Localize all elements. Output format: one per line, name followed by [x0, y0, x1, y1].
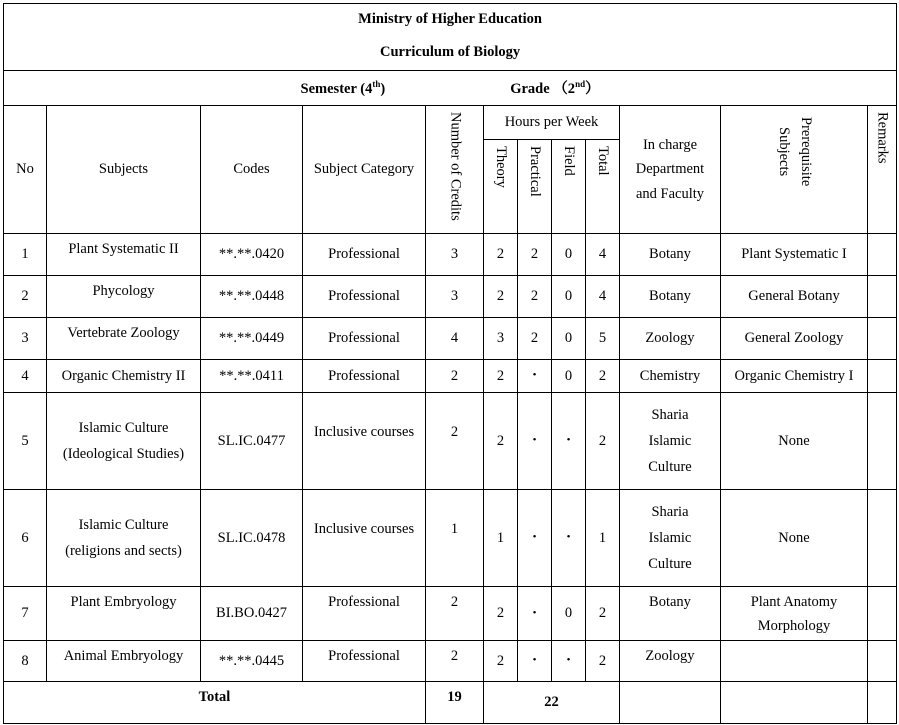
cell-practical: •: [518, 587, 552, 641]
col-header-codes: Codes: [201, 106, 303, 234]
col-header-total: Total: [586, 140, 620, 234]
cell-field: •: [552, 393, 586, 490]
cell-remarks: [868, 360, 897, 393]
cell-code: SL.IC.0478: [201, 490, 303, 587]
cell-category: Professional: [303, 234, 426, 276]
col-header-no: No: [4, 106, 47, 234]
table-row: [4, 490, 897, 587]
cell-prereq: None: [721, 393, 868, 490]
cell-prereq: Organic Chemistry I: [721, 360, 868, 393]
cell-remarks: [868, 393, 897, 490]
table-row: [4, 318, 897, 360]
cell-theory: 2: [484, 276, 518, 318]
col-header-theory: Theory: [484, 140, 518, 234]
total-credits: 19: [426, 682, 484, 724]
cell-code: **.**.0445: [201, 641, 303, 682]
col-header-hours: Hours per Week: [484, 106, 620, 140]
curriculum-table: [3, 3, 897, 724]
cell-field: •: [552, 641, 586, 682]
cell-practical: 2: [518, 318, 552, 360]
cell-department: Zoology: [620, 318, 721, 360]
cell-no: 2: [4, 276, 47, 318]
col-header-prereq: Prerequisite Subjects: [721, 106, 868, 234]
cell-theory: 2: [484, 360, 518, 393]
cell-credits: 2: [426, 641, 484, 682]
total-prereq-empty: [721, 682, 868, 724]
total-hours: 22: [484, 682, 620, 724]
cell-theory: 2: [484, 587, 518, 641]
semester-label: Semester (4th): [300, 78, 386, 97]
cell-total: 2: [586, 393, 620, 490]
cell-prereq: General Zoology: [721, 318, 868, 360]
cell-subject: Organic Chemistry II: [47, 360, 201, 393]
table-row: [4, 641, 897, 682]
cell-theory: 1: [484, 490, 518, 587]
cell-subject: Plant Systematic II: [47, 234, 201, 276]
table-row: [4, 276, 897, 318]
col-header-remarks: Remarks: [868, 106, 897, 234]
col-header-subjects: Subjects: [47, 106, 201, 234]
cell-no: 7: [4, 587, 47, 641]
cell-field: 0: [552, 587, 586, 641]
cell-remarks: [868, 234, 897, 276]
cell-theory: 2: [484, 234, 518, 276]
cell-subject: Animal Embryology: [47, 641, 201, 682]
col-header-field: Field: [552, 140, 586, 234]
grade-label: Grade （2nd）: [510, 78, 600, 97]
total-department-empty: [620, 682, 721, 724]
cell-department: Botany: [620, 234, 721, 276]
cell-department: Chemistry: [620, 360, 721, 393]
cell-category: Professional: [303, 318, 426, 360]
cell-category: Professional: [303, 276, 426, 318]
cell-category: Inclusive courses: [303, 490, 426, 587]
cell-department: Zoology: [620, 641, 721, 682]
cell-code: SL.IC.0477: [201, 393, 303, 490]
cell-no: 3: [4, 318, 47, 360]
cell-theory: 2: [484, 393, 518, 490]
cell-code: **.**.0449: [201, 318, 303, 360]
semester-grade-row: [4, 71, 897, 106]
cell-no: 6: [4, 490, 47, 587]
cell-category: Professional: [303, 587, 426, 641]
cell-code: **.**.0411: [201, 360, 303, 393]
cell-no: 8: [4, 641, 47, 682]
cell-total: 2: [586, 587, 620, 641]
cell-total: 1: [586, 490, 620, 587]
cell-field: 0: [552, 234, 586, 276]
table-row: [4, 393, 897, 490]
cell-department: Botany: [620, 276, 721, 318]
cell-practical: •: [518, 641, 552, 682]
cell-credits: 2: [426, 587, 484, 641]
cell-prereq: General Botany: [721, 276, 868, 318]
cell-total: 2: [586, 641, 620, 682]
cell-department: Sharia Islamic Culture: [620, 393, 721, 490]
total-remarks-empty: [868, 682, 897, 724]
total-label: Total: [4, 682, 426, 724]
cell-practical: •: [518, 490, 552, 587]
cell-total: 2: [586, 360, 620, 393]
cell-no: 4: [4, 360, 47, 393]
ministry-title: Ministry of Higher Education: [4, 4, 897, 35]
cell-remarks: [868, 641, 897, 682]
cell-total: 5: [586, 318, 620, 360]
cell-practical: 2: [518, 234, 552, 276]
table-row: [4, 234, 897, 276]
col-header-department: In charge Department and Faculty: [620, 106, 721, 234]
col-header-category: Subject Category: [303, 106, 426, 234]
cell-total: 4: [586, 234, 620, 276]
cell-category: Professional: [303, 360, 426, 393]
cell-department: Botany: [620, 587, 721, 641]
cell-credits: 1: [426, 490, 484, 587]
cell-subject: Plant Embryology: [47, 587, 201, 641]
table-row: [4, 587, 897, 641]
col-header-practical: Practical: [518, 140, 552, 234]
cell-subject: Islamic Culture (religions and sects): [47, 490, 201, 587]
cell-prereq: None: [721, 490, 868, 587]
cell-department: Sharia Islamic Culture: [620, 490, 721, 587]
cell-total: 4: [586, 276, 620, 318]
table-row: [4, 360, 897, 393]
cell-theory: 3: [484, 318, 518, 360]
cell-practical: •: [518, 360, 552, 393]
cell-no: 1: [4, 234, 47, 276]
cell-practical: 2: [518, 276, 552, 318]
cell-code: **.**.0420: [201, 234, 303, 276]
cell-subject: Vertebrate Zoology: [47, 318, 201, 360]
cell-credits: 4: [426, 318, 484, 360]
cell-code: **.**.0448: [201, 276, 303, 318]
cell-field: 0: [552, 360, 586, 393]
cell-credits: 3: [426, 276, 484, 318]
cell-remarks: [868, 490, 897, 587]
cell-subject: Islamic Culture (Ideological Studies): [47, 393, 201, 490]
cell-prereq: [721, 641, 868, 682]
cell-credits: 3: [426, 234, 484, 276]
cell-credits: 2: [426, 393, 484, 490]
cell-field: 0: [552, 276, 586, 318]
cell-field: •: [552, 490, 586, 587]
cell-subject: Phycology: [47, 276, 201, 318]
curriculum-title: Curriculum of Biology: [4, 34, 897, 71]
cell-remarks: [868, 276, 897, 318]
cell-practical: •: [518, 393, 552, 490]
cell-no: 5: [4, 393, 47, 490]
cell-prereq: Plant Systematic I: [721, 234, 868, 276]
cell-remarks: [868, 587, 897, 641]
col-header-credits: Number of Credits: [426, 106, 484, 234]
cell-code: BI.BO.0427: [201, 587, 303, 641]
cell-field: 0: [552, 318, 586, 360]
total-row: [4, 682, 897, 724]
cell-credits: 2: [426, 360, 484, 393]
cell-theory: 2: [484, 641, 518, 682]
cell-category: Inclusive courses: [303, 393, 426, 490]
cell-prereq: Plant Anatomy Morphology: [721, 587, 868, 641]
cell-category: Professional: [303, 641, 426, 682]
cell-remarks: [868, 318, 897, 360]
